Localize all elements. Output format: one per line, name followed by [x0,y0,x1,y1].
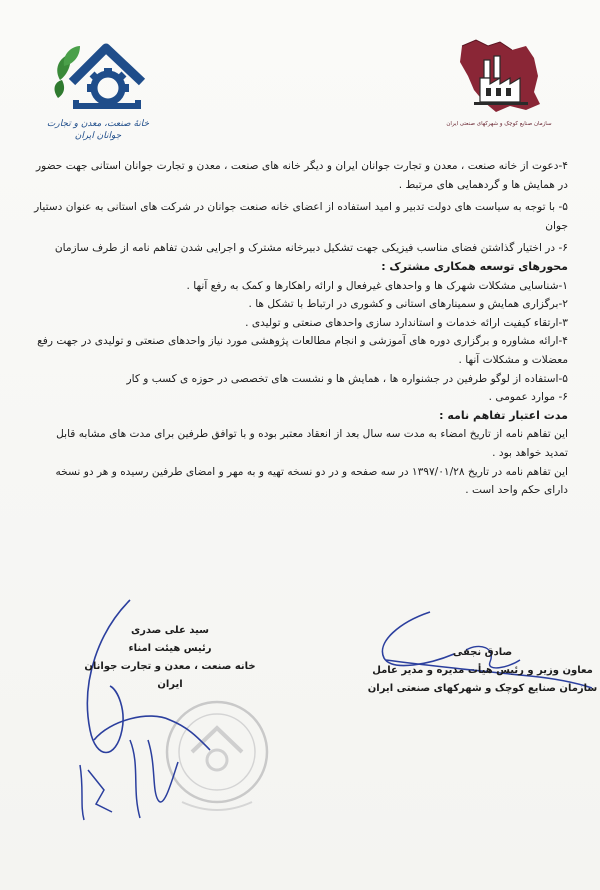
validity-paragraph-2: این تفاهم نامه در تاریخ ۱۳۹۷/۰۱/۲۸ در سه صفحه و در دو نسخه تهیه و به مهر و امضای طرفین رسیده و هر دو نسخه دارای حکم واحد است . [55,465,568,497]
validity-heading: مدت اعتبار تفاهم نامه : [439,408,568,422]
right-signatory-title: معاون وزیر و رئیس هیأت مدیره و مدیر عامل [372,665,593,676]
youth-industry-house-logo [46,40,150,144]
item-4: ۴-دعوت از خانه صنعت ، معدن و تجارت جوانان ایران و دیگر خانه های صنعت ، معدن و تجارت جوانان استانی جهت حضور در همایش ها و گردهمایی های مرتبط . [36,160,568,191]
cooperation-heading: محورهای توسعه همکاری مشترک : [381,259,568,273]
cooperation-item-5: ۵-استفاده از لوگو طرفین در جشنواره ها ، همایش ها و نشست های تخصصی در حوزه ی کسب و کار [126,372,568,385]
left-signature-block [70,622,270,694]
validity-paragraph-1: این تفاهم نامه از تاریخ امضاء به مدت سه سال بعد از انعقاد معتبر بوده و با توافق طرفین برای مدت های مشابه قابل تمدید خواهد بود . [56,428,568,459]
cooperation-item-3: ۳-ارتقاء کیفیت ارائه خدمات و استاندارد سازی واحدهای صنعتی و تولیدی . [245,316,568,329]
item-5: ۵- با توجه به سیاست های دولت تدبیر و امید استفاده از اعضای خانه صنعت جوانان در شرکت های استانی به عنوان دستیار جوان [34,201,568,232]
item-6: ۶- در اختیار گذاشتن فضای مناسب فیزیکی جهت تشکیل دبیرخانه مشترک و اجرایی شدن تفاهم نامه از طرف سازمان [54,242,568,255]
cooperation-item-4: ۴-ارائه مشاوره و برگزاری دوره های آموزشی و انجام مطالعات پژوهشی مورد نیاز واحدهای صنعتی و تولیدی در جهت رفع معضلات و مشکلات آنها . [37,335,568,366]
cooperation-item-6: ۶- موارد عمومی . [488,391,568,404]
cooperation-item-2: ۲-برگزاری همایش و سمینارهای استانی و کشوری در ارتباط با تشکل ها . [248,298,568,311]
left-logo-text-line2: جوانان ایران [74,131,122,141]
agreement-body [34,157,568,500]
right-signature-block [360,644,600,698]
left-logo-text-line1: خانهٔ صنعت، معدن و تجارت [46,119,150,129]
left-signatory-name: سید علی صدری [130,625,210,636]
cooperation-item-1: ۱-شناسایی مشکلات شهرک ها و واحدهای غیرفعال و ارائه راهکارها و کمک به رفع آنها . [186,279,568,292]
iran-map-factory-icon [454,32,544,120]
stamp-seal-icon [162,690,272,825]
right-logo-text: سازمان صنایع کوچک و شهرکهای صنعتی ایران [446,121,552,127]
right-signatory-org: سازمان صنایع کوچک و شهرکهای صنعتی ایران [367,683,598,694]
left-signatory-org: خانه صنعت ، معدن و تجارت جوانان ایران [84,661,256,690]
house-gear-leaf-icon [50,40,146,118]
left-signatory-title: رئیس هیئت امناء [128,643,212,654]
small-industries-organization-logo [444,32,554,140]
right-signatory-name: صادق نجفی [452,647,513,658]
